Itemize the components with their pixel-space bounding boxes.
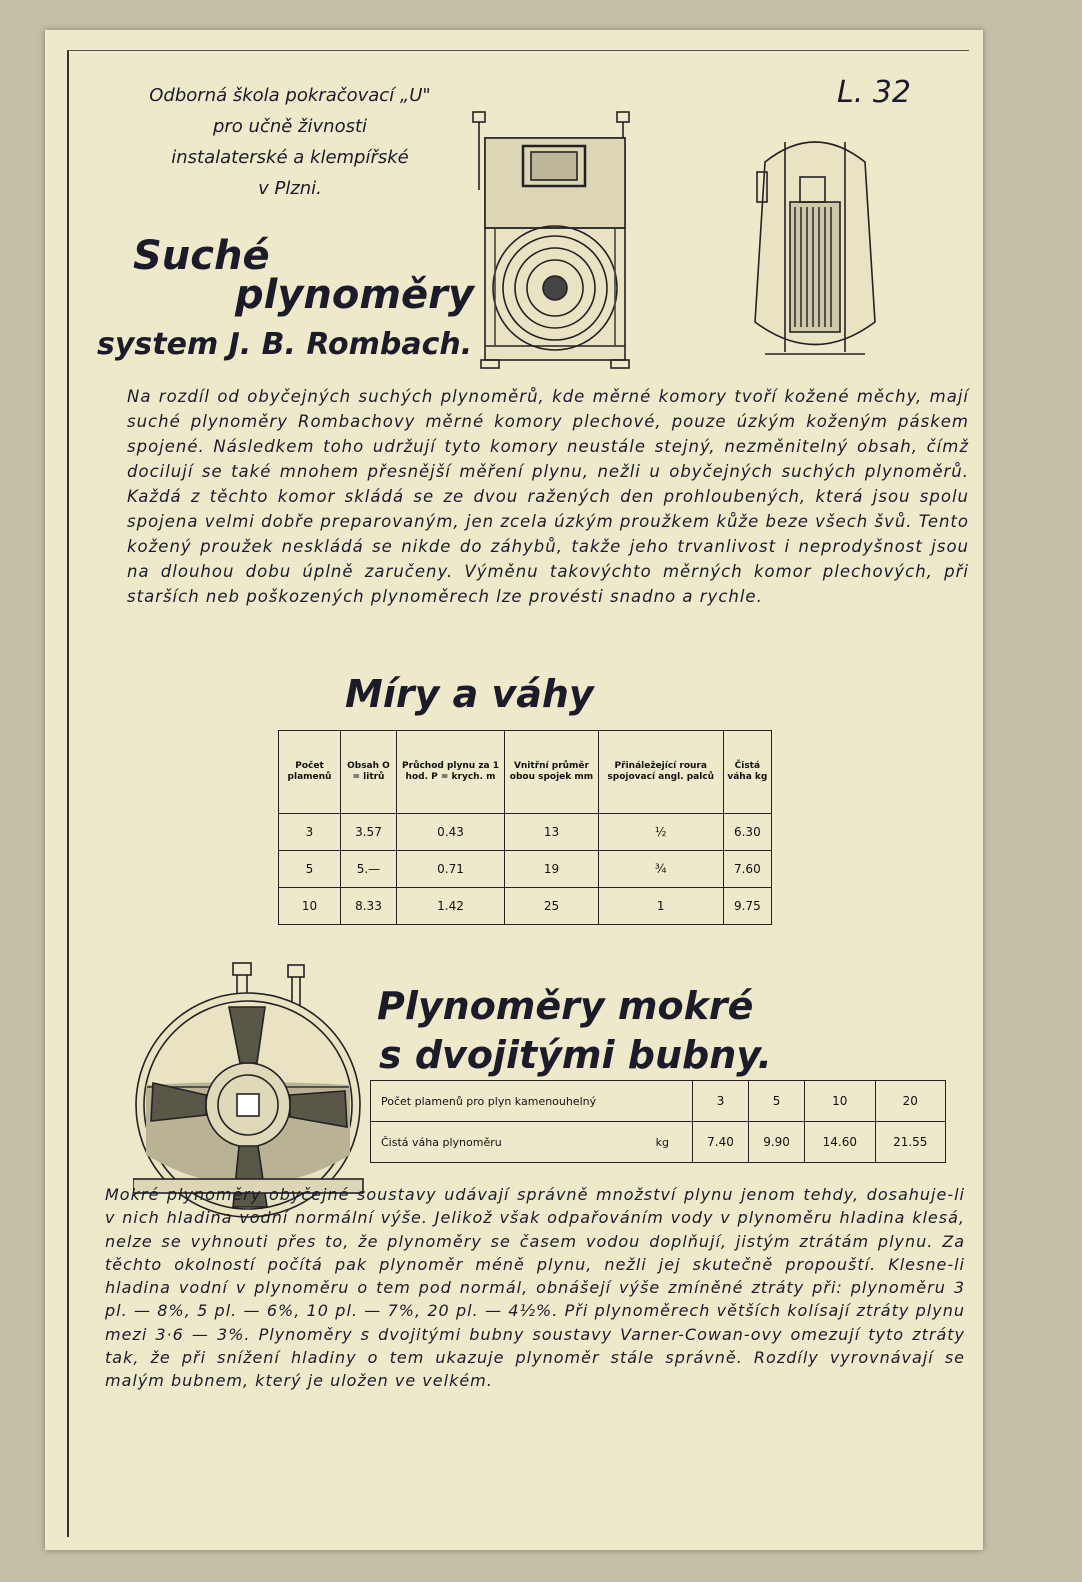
column-header: Přináležející roura spojovací angl. palců	[598, 731, 723, 814]
measures-title: Míry a váhy	[345, 672, 594, 716]
table-cell: 7.60	[723, 851, 771, 888]
school-line: pro učně živnosti	[212, 116, 368, 137]
row-label: Počet plamenů pro plyn kamenouhelný	[371, 1081, 693, 1122]
wet-meters-table	[370, 1080, 946, 1163]
table-cell: 8.33	[341, 888, 397, 925]
sheet-number: L. 32	[837, 75, 911, 110]
table-cell: 0.43	[396, 814, 504, 851]
table-cell: 10	[805, 1081, 875, 1122]
intro-paragraph: Na rozdíl od obyčejných suchých plynoměrů, kde měrné komory tvoří kožené měchy, mají suché plynoměry Rombachovy měrné komory plechové, pouze úzkým koženým páskem spojené. Následkem toho udržují tyto komory neustále stejný, nezměnitelný obsah, čímž docilují se také mnohem přesnější měření plynu, nežli u obyčejných suchých plynoměrů. Každá z těchto komor skládá se ze dvou ražených den prohloubených, která jsou spolu spojena velmi dobře preparovaným, jen zcela úzkým proužkem kůže beze všech švů. Tento kožený proužek neskládá se nikde do záhybů, takže jeho trvanlivost i neprodyšnost jsou na dlouhou dobu úplně zaručeny. Výměnu takovýchto měrných komor plechových, při starších neb poškozených plynoměrech lze provésti snadno a rychle.	[127, 387, 969, 606]
table-cell: 3.57	[341, 814, 397, 851]
table-cell: 6.30	[723, 814, 771, 851]
column-header: Průchod plynu za 1 hod. P = krych. m	[396, 731, 504, 814]
title-line-1: Suché	[133, 233, 270, 279]
table-cell: 1.42	[396, 888, 504, 925]
table-cell: 5	[279, 851, 341, 888]
table-row	[279, 888, 772, 925]
school-header	[120, 80, 460, 204]
table-cell: 9.75	[723, 888, 771, 925]
school-line: instalaterské a klempířské	[171, 147, 409, 168]
table-cell: ½	[598, 814, 723, 851]
drawing-sheet	[45, 30, 983, 1550]
unit-label: kg	[655, 1135, 669, 1149]
title-line-2: plynoměry	[235, 272, 474, 318]
row-label-text: Čistá váha plynoměru	[381, 1135, 502, 1149]
table-cell: 5	[749, 1081, 805, 1122]
wet-meters-title-line-2: s dvojitými bubny.	[379, 1033, 772, 1077]
table-cell: 7.40	[693, 1122, 749, 1163]
table-cell: ¾	[598, 851, 723, 888]
table-row	[279, 814, 772, 851]
table-cell: 25	[505, 888, 599, 925]
column-header: Obsah O = litrů	[341, 731, 397, 814]
table-row	[371, 1081, 946, 1122]
school-line: v Plzni.	[258, 178, 322, 199]
table-cell: 10	[279, 888, 341, 925]
column-header: Počet plamenů	[279, 731, 341, 814]
table-cell: 1	[598, 888, 723, 925]
table-cell: 3	[693, 1081, 749, 1122]
table-cell: 3	[279, 814, 341, 851]
table-row	[279, 851, 772, 888]
table-header-row	[279, 731, 772, 814]
wet-meters-paragraph: Mokré plynoměry obyčejné soustavy udávají správně množství plynu jenom tehdy, dosahuje-li v nich hladina vodní normální výše. Jelikož však odpařováním vody v plynoměru hladina klesá, nelze se vyhnouti přes to, že plynoměry se časem vodou doplňují, jistým ztrátám plynu. Za těchto okolností počítá pak plynoměr méně plynu, nežli jej skutečně propouští. Klesne-li hladina vodní v plynoměru o tem pod normál, obnášejí výše zmíněné ztráty při: plynoměru 3 pl. — 8%, 5 pl. — 6%, 10 pl. — 7%, 20 pl. — 4½%. Při plynoměrech větších kolísají ztráty plynu mezi 3·6 — 3%. Plynoměry s dvojitými bubny soustavy Varner-Cowan-ovy omezují tyto ztráty tak, že při snížení hladiny o tem ukazuje plynoměr stále správně. Rozdíly vyrovnávají se malým bubnem, který je uložen ve velkém.	[105, 1185, 965, 1391]
table-row	[371, 1122, 946, 1163]
column-header: Vnitřní průměr obou spojek mm	[505, 731, 599, 814]
row-label	[371, 1122, 693, 1163]
table-cell: 20	[875, 1081, 945, 1122]
measures-table	[278, 730, 772, 925]
table-cell: 21.55	[875, 1122, 945, 1163]
school-line: Odborná škola pokračovací „U"	[149, 85, 431, 106]
table-cell: 19	[505, 851, 599, 888]
table-cell: 13	[505, 814, 599, 851]
dry-meter-front-illustration	[465, 98, 645, 373]
title-system: system J. B. Rombach.	[97, 327, 473, 362]
column-header: Čistá váha kg	[723, 731, 771, 814]
dry-meter-side-illustration	[745, 122, 885, 372]
table-cell: 14.60	[805, 1122, 875, 1163]
wet-meters-title-line-1: Plynoměry mokré	[377, 984, 754, 1028]
table-cell: 9.90	[749, 1122, 805, 1163]
table-cell: 0.71	[396, 851, 504, 888]
table-cell: 5.—	[341, 851, 397, 888]
